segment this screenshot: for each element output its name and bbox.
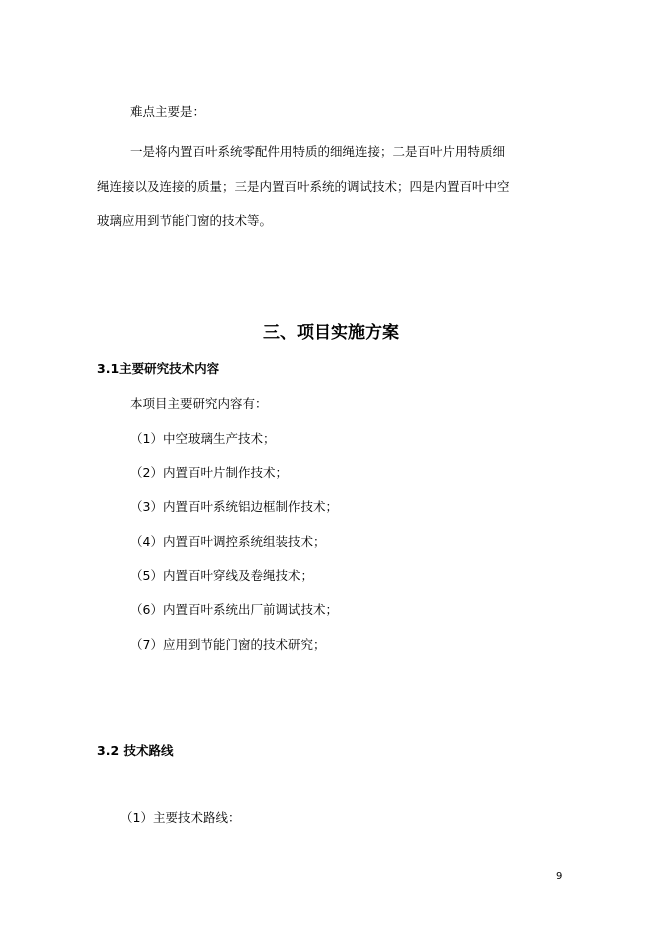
list-item: （7）应用到节能门窗的技术研究； <box>130 637 326 652</box>
subsection-2-title: 3.2 技术路线 <box>97 743 174 758</box>
difficulties-label: 难点主要是： <box>130 104 206 119</box>
subsection-1-intro: 本项目主要研究内容有： <box>130 396 268 411</box>
difficulties-line-3: 玻璃应用到节能门窗的技术等。 <box>97 213 273 228</box>
list-item: （5）内置百叶穿线及卷绳技术； <box>130 568 313 583</box>
list-item: （3）内置百叶系统铝边框制作技术； <box>130 499 338 514</box>
subsection-2-item: （1）主要技术路线： <box>120 810 241 825</box>
difficulties-line-2: 绳连接以及连接的质量；三是内置百叶系统的调试技术；四是内置百叶中空 <box>97 179 510 194</box>
subsection-1-title: 3.1主要研究技术内容 <box>97 361 220 376</box>
list-item: （4）内置百叶调控系统组装技术； <box>130 534 326 549</box>
section-title: 三、项目实施方案 <box>263 323 399 343</box>
page-number: 9 <box>556 871 563 882</box>
list-item: （6）内置百叶系统出厂前调试技术； <box>130 602 338 617</box>
list-item: （1）中空玻璃生产技术； <box>130 431 276 446</box>
list-item: （2）内置百叶片制作技术； <box>130 465 288 480</box>
difficulties-line-1: 一是将内置百叶系统零配件用特质的细绳连接；二是百叶片用特质细 <box>130 144 506 159</box>
